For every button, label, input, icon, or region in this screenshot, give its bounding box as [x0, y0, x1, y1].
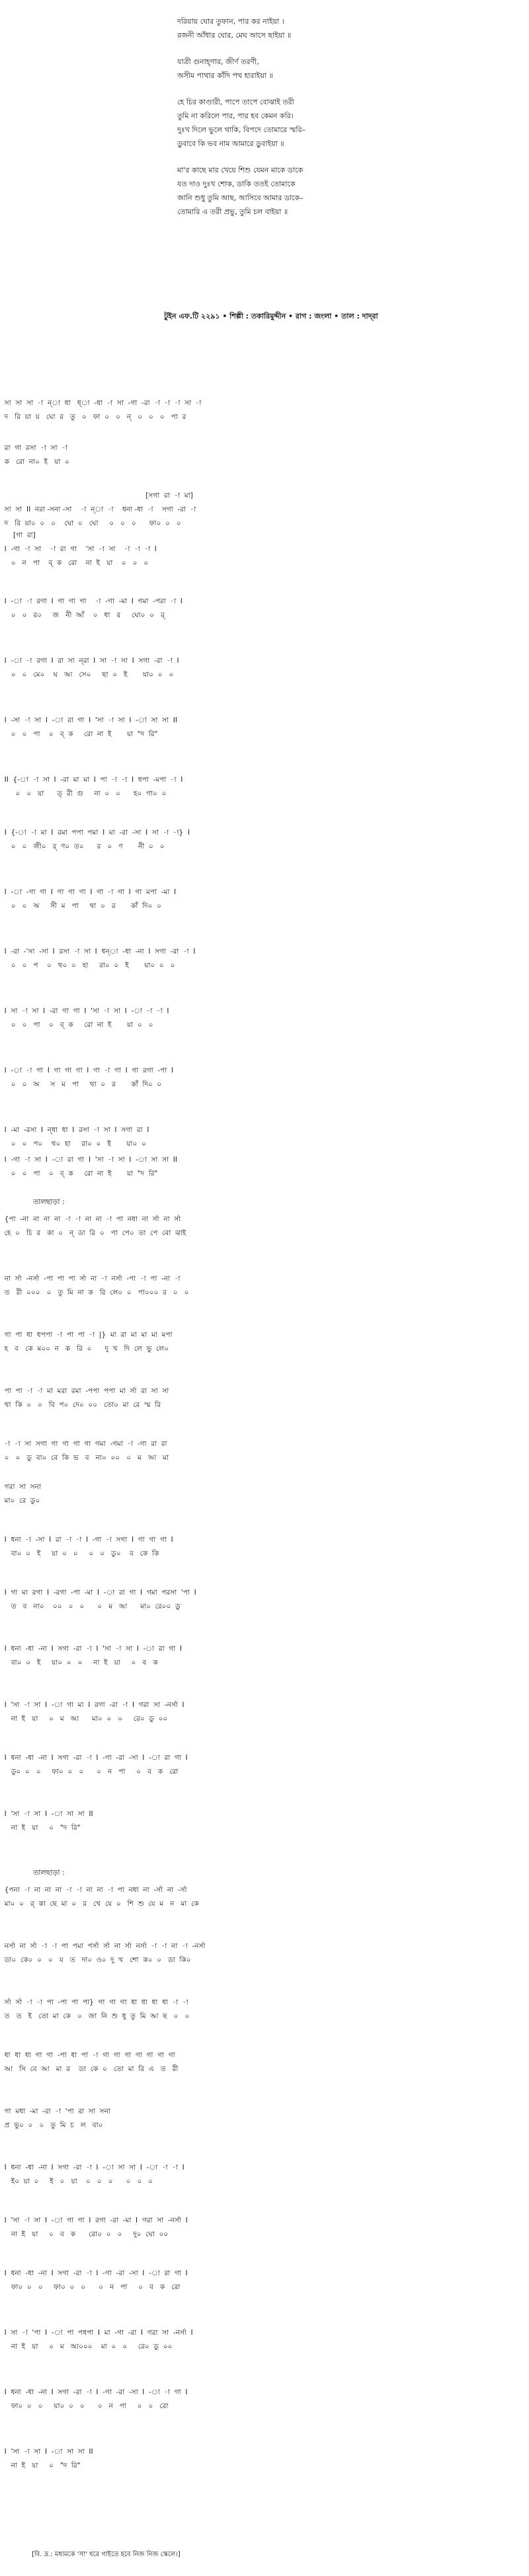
notation-block [0, 826, 529, 854]
notation-line: নর্সা না র্সা -া -া পা পমা পর্সা র্সা না র্সা নর্সা -া -া না -া -নর্সা [0, 1942, 206, 1950]
notation-line: ডা০ কে০ ০ ০ য ত দা০ ও০ দু খ শো ক০ ০ ডা কি০ [0, 1956, 191, 1964]
notation-line: ডু০ ০ ০ ফা০ ০ ০ ০ ন পা ০ ব ক রো [0, 1768, 179, 1776]
notation-block [0, 2049, 529, 2076]
notation-line: -া -া সা সগা গা গা গা গা গমা -গমা -া -গা রা রা [0, 1440, 167, 1448]
notation-block [0, 529, 529, 570]
notation-block [0, 1153, 529, 1181]
notation-block [0, 2161, 529, 2189]
notation-block [0, 654, 529, 682]
notation-line: I 'সা -া সা I -া গা গা I রগা -রা -মা I গরা সা -নর্সা I [0, 2216, 188, 2224]
notation-line: ০ ০ প ০ থ০ ০ হা রা০ ০ ই য়া০ ০ ০ [0, 962, 175, 969]
lyric-line: তুমি না করিলে পার, পার হব কেমন করি। [177, 112, 294, 120]
lyric-line: দরিয়ায় ঘোর তুফান, পার কর নাইয়া । [177, 17, 284, 26]
notation-line: মা০ রে ডু০ [0, 1497, 40, 1505]
notation-line: I সা -া সা I -রা গা গা I 'সা -া সা I -া -া -া I [0, 1007, 169, 1015]
notation-block [0, 2105, 529, 2133]
notation-line: ফা০ ০ ০ য়া০ ০ ০ ০ ন পা ০ ০ রো [0, 2402, 169, 2410]
section-label: তালছাড়া : [33, 1197, 65, 1206]
notation-line: না র্সা -নর্সা -পা পা পা র্সা না -া নর্সা -পা -া পা -না -া [0, 1275, 181, 1283]
notation-line: {পনা -া না না না -া -া না না -া পা নধা না -র্সা না -র্সা [0, 1886, 187, 1894]
notation-line: ক রো না০ ই য়া ০ [0, 458, 69, 466]
lyric-stanza [177, 55, 455, 83]
notation-line: I -গা -া সা I -া রা গা I 'সা -া সা I -া সা সা II [0, 1156, 177, 1164]
notation-line: I -া -গা গা I গা গা গা I গা -া গা I গা মপা -মা I [0, 888, 177, 896]
notation-line: I 'সা -া সা I -া সা সা II [0, 1810, 93, 1818]
notation-line: মা০ ০ র্‌ কা ছে মা ০ র খে য়ে ০ শি শু যে ম ন মা কে [0, 1900, 199, 1908]
notation-block [0, 1328, 529, 1356]
notation-line: ০ ০ ডু বা০ বে কি ভ ব না০ ০০ ০ ম আ মা [0, 1454, 169, 1462]
notation-block [0, 1064, 529, 1092]
notation-line: দ রি য়া০ ০ ০ ঘো ০ ঘো ০ ০ ০ ফা০ ০ ০ [0, 519, 181, 527]
notation-line: না ই য়া ০ ম আ মা০ ০ ০ রে০ ডু ০০ [0, 1715, 168, 1723]
lyric-stanza [177, 15, 455, 42]
notation-line: I -া -া গা I গা গা গা I গা -া গা I গা রগা -পা I [0, 1067, 174, 1075]
notation-line: ধা ধা ধা গা গা -পা ধা পা -া গা গা গা গা গা গা গা [0, 2051, 175, 2059]
notation-block [0, 397, 529, 424]
notation-block [0, 2214, 529, 2242]
notation-line: I -গা -া সা -া রা গা 'সা -া সা -া -া -া I [0, 545, 157, 553]
notation-line: I ধনা -ধা -না I সগা -রা -া I 'সা -া সা I -া রা গা I [0, 1645, 182, 1653]
song-info-heading: টুইন এফ.টি ২২৯১ • শিল্পী : তকারিমুদ্দীন • রাগ : জংলা • তাল : দাদ্‌রা [164, 312, 378, 321]
notation-line: গা মধা -মা -রা -া 'পা রা সা সনা [0, 2107, 110, 2115]
notation-block [0, 1533, 529, 1561]
notation-block [0, 1213, 529, 1240]
notation-line: সা সা II নরা -সনা -সা -া ন্‌া -া ধনা -ধা -া সগা -রা -া [0, 506, 196, 513]
notation-block [0, 595, 529, 623]
notation-block [0, 2326, 529, 2354]
notation-line: ০ ০ মে০ ঘ আ সে০ ছা ০ ই য়া০ ০ ০ [0, 671, 174, 679]
notation-block [0, 773, 529, 801]
notation-line: গরা সা সনা [0, 1483, 41, 1491]
notation-line: I গা মা রগা I -রগা -পা -মা I -া রা গা I গমা পরসা 'পা I [0, 1589, 196, 1597]
notation-line: না ই য়া ০ "দ রি" [0, 1824, 81, 1832]
notation-line: ফা০ ০ ০ ফা০ ০ ০ ০ ন পা ০ ব ক রো [0, 2283, 181, 2291]
notation-line: বা০ ০ ই য়া ০ ০ ০ ০ ডু০ ব কে কি [0, 1550, 159, 1558]
notation-block [0, 1642, 529, 1670]
notation-block [0, 1883, 529, 1911]
notation-line: না ই য়া ০ ম আ০০০ মা ০ ০ রে০ ডু ০০ [0, 2343, 173, 2351]
lyric-line: দুঃখ দিলে ভুলে থাকি, বিপদে তোমারে স্মরি– [177, 126, 306, 134]
notation-line: I ধনা -ধা -না I সগা -রা -া I -গা -রা -সা I -া রা গা I [0, 2269, 188, 2277]
lyric-line: যত দাও দুঃখ শোক, ডাকি ততই তোমাকে [177, 180, 296, 188]
notation-line: র্সা র্সা -া -া পা -পা পা পা} গা গা গা ধা ধা ধা ধা -া -া [0, 1998, 188, 2006]
notation-line: রা গা রসা -া সা -া [0, 444, 67, 452]
notation-block [0, 2267, 529, 2294]
notation-block [0, 2445, 529, 2473]
notation-line: ০ ০ জী০ র্‌ ণ০ ত০ র ০ ণ নী ০ ০ [0, 843, 165, 851]
notation-line: হ ব কে ম০০ ন ক রি ০ দু খ দি লে ভু লে০ [0, 1345, 169, 1353]
notation-block [0, 1940, 529, 1967]
notation-line: পা পা -া -া মা মরা রমা -পপা পপা মা র্সা রা সা সা [0, 1387, 169, 1395]
notation-block [0, 1123, 529, 1151]
notation-line: I -রা -'সা -সা I রসা -া সা I ধন্‌া -ধা -না I সগা -রা -া I [0, 948, 196, 956]
notation-block [0, 441, 529, 469]
notation-line: I 'সা -া সা I -া সা সা II [0, 2448, 93, 2456]
notation-line: {পা -না না না না -া -া না না -া পা নধা না র্সা না র্সা [0, 1215, 181, 1223]
notation-line: থা কি ০ ০ বি প০ দে০ ০০ তো০ মা রে স্ম রি [0, 1401, 161, 1409]
lyrics-block [177, 15, 455, 231]
lyric-line: মা'র কাছে মার খেয়ে শিশু যেমন মাকে ডাকে [177, 166, 304, 174]
notation-block [0, 1698, 529, 1726]
notation-line: I ধনা -ধা -না I সগা -রা -া I -গা -রা -সা I -া রা গা I [0, 1754, 188, 1762]
lyric-line: রজনী আঁধার ঘোর, মেঘ আসে ছাইয়া ॥ [177, 31, 292, 40]
notation-block [0, 1272, 529, 1300]
notation-line: [সগা রা -া মা] [0, 492, 193, 500]
notation-line: [গা রা] [0, 531, 36, 539]
notation-line: ত ত ই তো মা কে ০ জা নি শু ধু তু মি আ ছ ০ ০ [0, 2012, 190, 2020]
notation-line: I ধনা -া -সা I রা -া -া I -গা -া সগা I গা গা গা I [0, 1536, 173, 1544]
notation-line: বা০ ০ ই য়া০ ০ ০ না ই য়া ০ ব ক [0, 1659, 158, 1667]
notation-block [0, 1437, 529, 1465]
lyric-line: যাত্রী গুনাহ্গার, জীর্ণ তরণী, [177, 57, 259, 66]
notation-block [0, 1004, 529, 1032]
notation-line: ০ ০ অ স ম পা থা ০ র কাঁ দি০ ০ [0, 1080, 162, 1088]
notation-line: I {-া -া মা I রমা পপা পমা I মা -রা -সা I সা -া -া} I [0, 829, 190, 837]
notation-line: আ সি বে আ মা র ডা কে ০ তো মা রি এ ত রী [0, 2065, 179, 2073]
notation-line: না ই য়া ০ "দ রি" [0, 2462, 81, 2470]
notation-line: ০ ০ য়া ত্‌ রী গু না ০ ০ হ০ গা০ ০ [0, 790, 167, 798]
notation-line: I -সা -া সা I -া রা গা I 'সা -া সা I -া সা সা II [0, 716, 177, 724]
lyric-line: জানি শুধু তুমি আছ, আসিবে আমার ডাকে– [177, 194, 304, 202]
notation-block [0, 489, 529, 531]
notation-line: I 'সা -া সা I -া গা মা I রগা -রা -া I গরা সা -নর্সা I [0, 1701, 184, 1709]
notation-line: I ধনা -ধা -না I সগা -রা -া I -গা -রা -সা I -া -া গা I [0, 2388, 188, 2396]
lyric-stanza [177, 95, 455, 151]
notation-line: I ধনা -ধা -না I সগা -রা -া I -া সা সা I -া -া -া I [0, 2164, 184, 2172]
notation-line: ০ ০ র০ জ নী আঁ ০ ধা র ঘো০ ০ র্‌ [11, 611, 165, 619]
notation-line: ০ ০ পা ০ ব্‌ ক রো না ই য়া "দ রি" [0, 1170, 158, 1178]
lyric-line: তোমারি এ তরী প্রভু, তুমি চল বাইয়া ॥ [177, 208, 288, 216]
section-label: তালছাড়া : [33, 1868, 65, 1877]
notation-line: I -া -া রগা I গা গা গা -া -গা -মা I গমা -পরা -া I [0, 597, 183, 605]
lyric-stanza [177, 163, 455, 219]
notation-block [0, 886, 529, 913]
notation-line: ত ব না০ ০০ ০ ০ ০ ম আ মা০ রে০০ ডু [0, 1603, 181, 1610]
notation-line: দ রি য়া য় ঘো র তু ০ ফা ০ ০ ন্‌ ০ ০ ০ পা র [0, 413, 186, 421]
notation-line: সা সা সা -া ন্‌া ধা ধ্‌া -ধা -া সা -গা -রা -া -া -া সা -া [0, 399, 202, 407]
notation-line: হে ০ চি র কা ০ ন্‌ ডা রি ০ পা পে০ তা পে বো ঝাই [0, 1229, 186, 1237]
notation-block [0, 714, 529, 741]
notation-line: ০ ০ অ সী ম পা থা ০ র কাঁ দি০ ০ [0, 902, 161, 910]
notation-block [0, 2386, 529, 2413]
notation-line: I -া -া রগা I রা সা ন্‌রা I সা -া সা I সগা -রা -া I [0, 657, 179, 665]
lyric-line: ডুবাবে কি ভব নাম আমারে ডুবাইয়া ॥ [177, 139, 284, 148]
footer-note: [বি. দ্র.: মধ্যমকে 'সা' ধরে গাইতে হবে নিজ নিজ স্কেলে।] [32, 2551, 181, 2558]
notation-line: I -মা -রসা I ন্‌ধা ধা I রসা -া সা I সগা রা I [0, 1126, 149, 1134]
lyric-line: হে চির কাণ্ডারী, পাপে তাপে বোঝাই তরী [177, 98, 294, 106]
notation-block [0, 1751, 529, 1779]
notation-line: ত রী ০০০ ০ তু মি না ক রি লে০ ০ পা০০০ র ০ ০ [0, 1289, 189, 1297]
notation-block [0, 1480, 529, 1508]
notation-line: ০ ন পা ব্‌ ক রো না ই য়া ০ ০ ০ [0, 559, 149, 567]
notation-line: ০ ০ প০ থ০ হা রা০ ০ ই য়া০ ০ [0, 1140, 146, 1148]
notation-block [0, 1996, 529, 2024]
notation-line: গা পা ধা ধপপা -া পা পা -া |} মা রা মা মা মা মপা [0, 1331, 173, 1339]
lyric-line: অসীম পাথার কাঁদি পথ হারাইয়া ॥ [177, 71, 273, 80]
notation-block [0, 1586, 529, 1614]
notation-block [0, 1807, 529, 1835]
notation-line: ০ ০ পা ০ ব্‌ ক রো না ই য়া ০ ০ [0, 1021, 153, 1029]
notation-block [0, 1384, 529, 1412]
notation-line: I সা -া 'পা I -া পা পধপা I মা -গা -রা I গরা সা -নর্সা I [0, 2329, 193, 2337]
notation-block [0, 945, 529, 973]
notation-line: ই০ য়া ০ ই ০ য়া ০ ০ ০ ০ ০ ০ [0, 2178, 153, 2185]
notation-line: না ই য়া ০ ব ক রো০ ০ ০ দু০ ঘো ০০ [0, 2230, 169, 2238]
notation-line: II {-া -া সা I -রা মা মা I পা -া -া I ধপা -মপা -া I [0, 776, 183, 784]
notation-line: প্র ভু০ ০ ০ তু মি চ ল বা০ [0, 2121, 103, 2129]
notation-line: ০ ০ পা ০ ব্‌ ক রো না ই য়া "দ রি" [0, 730, 158, 738]
